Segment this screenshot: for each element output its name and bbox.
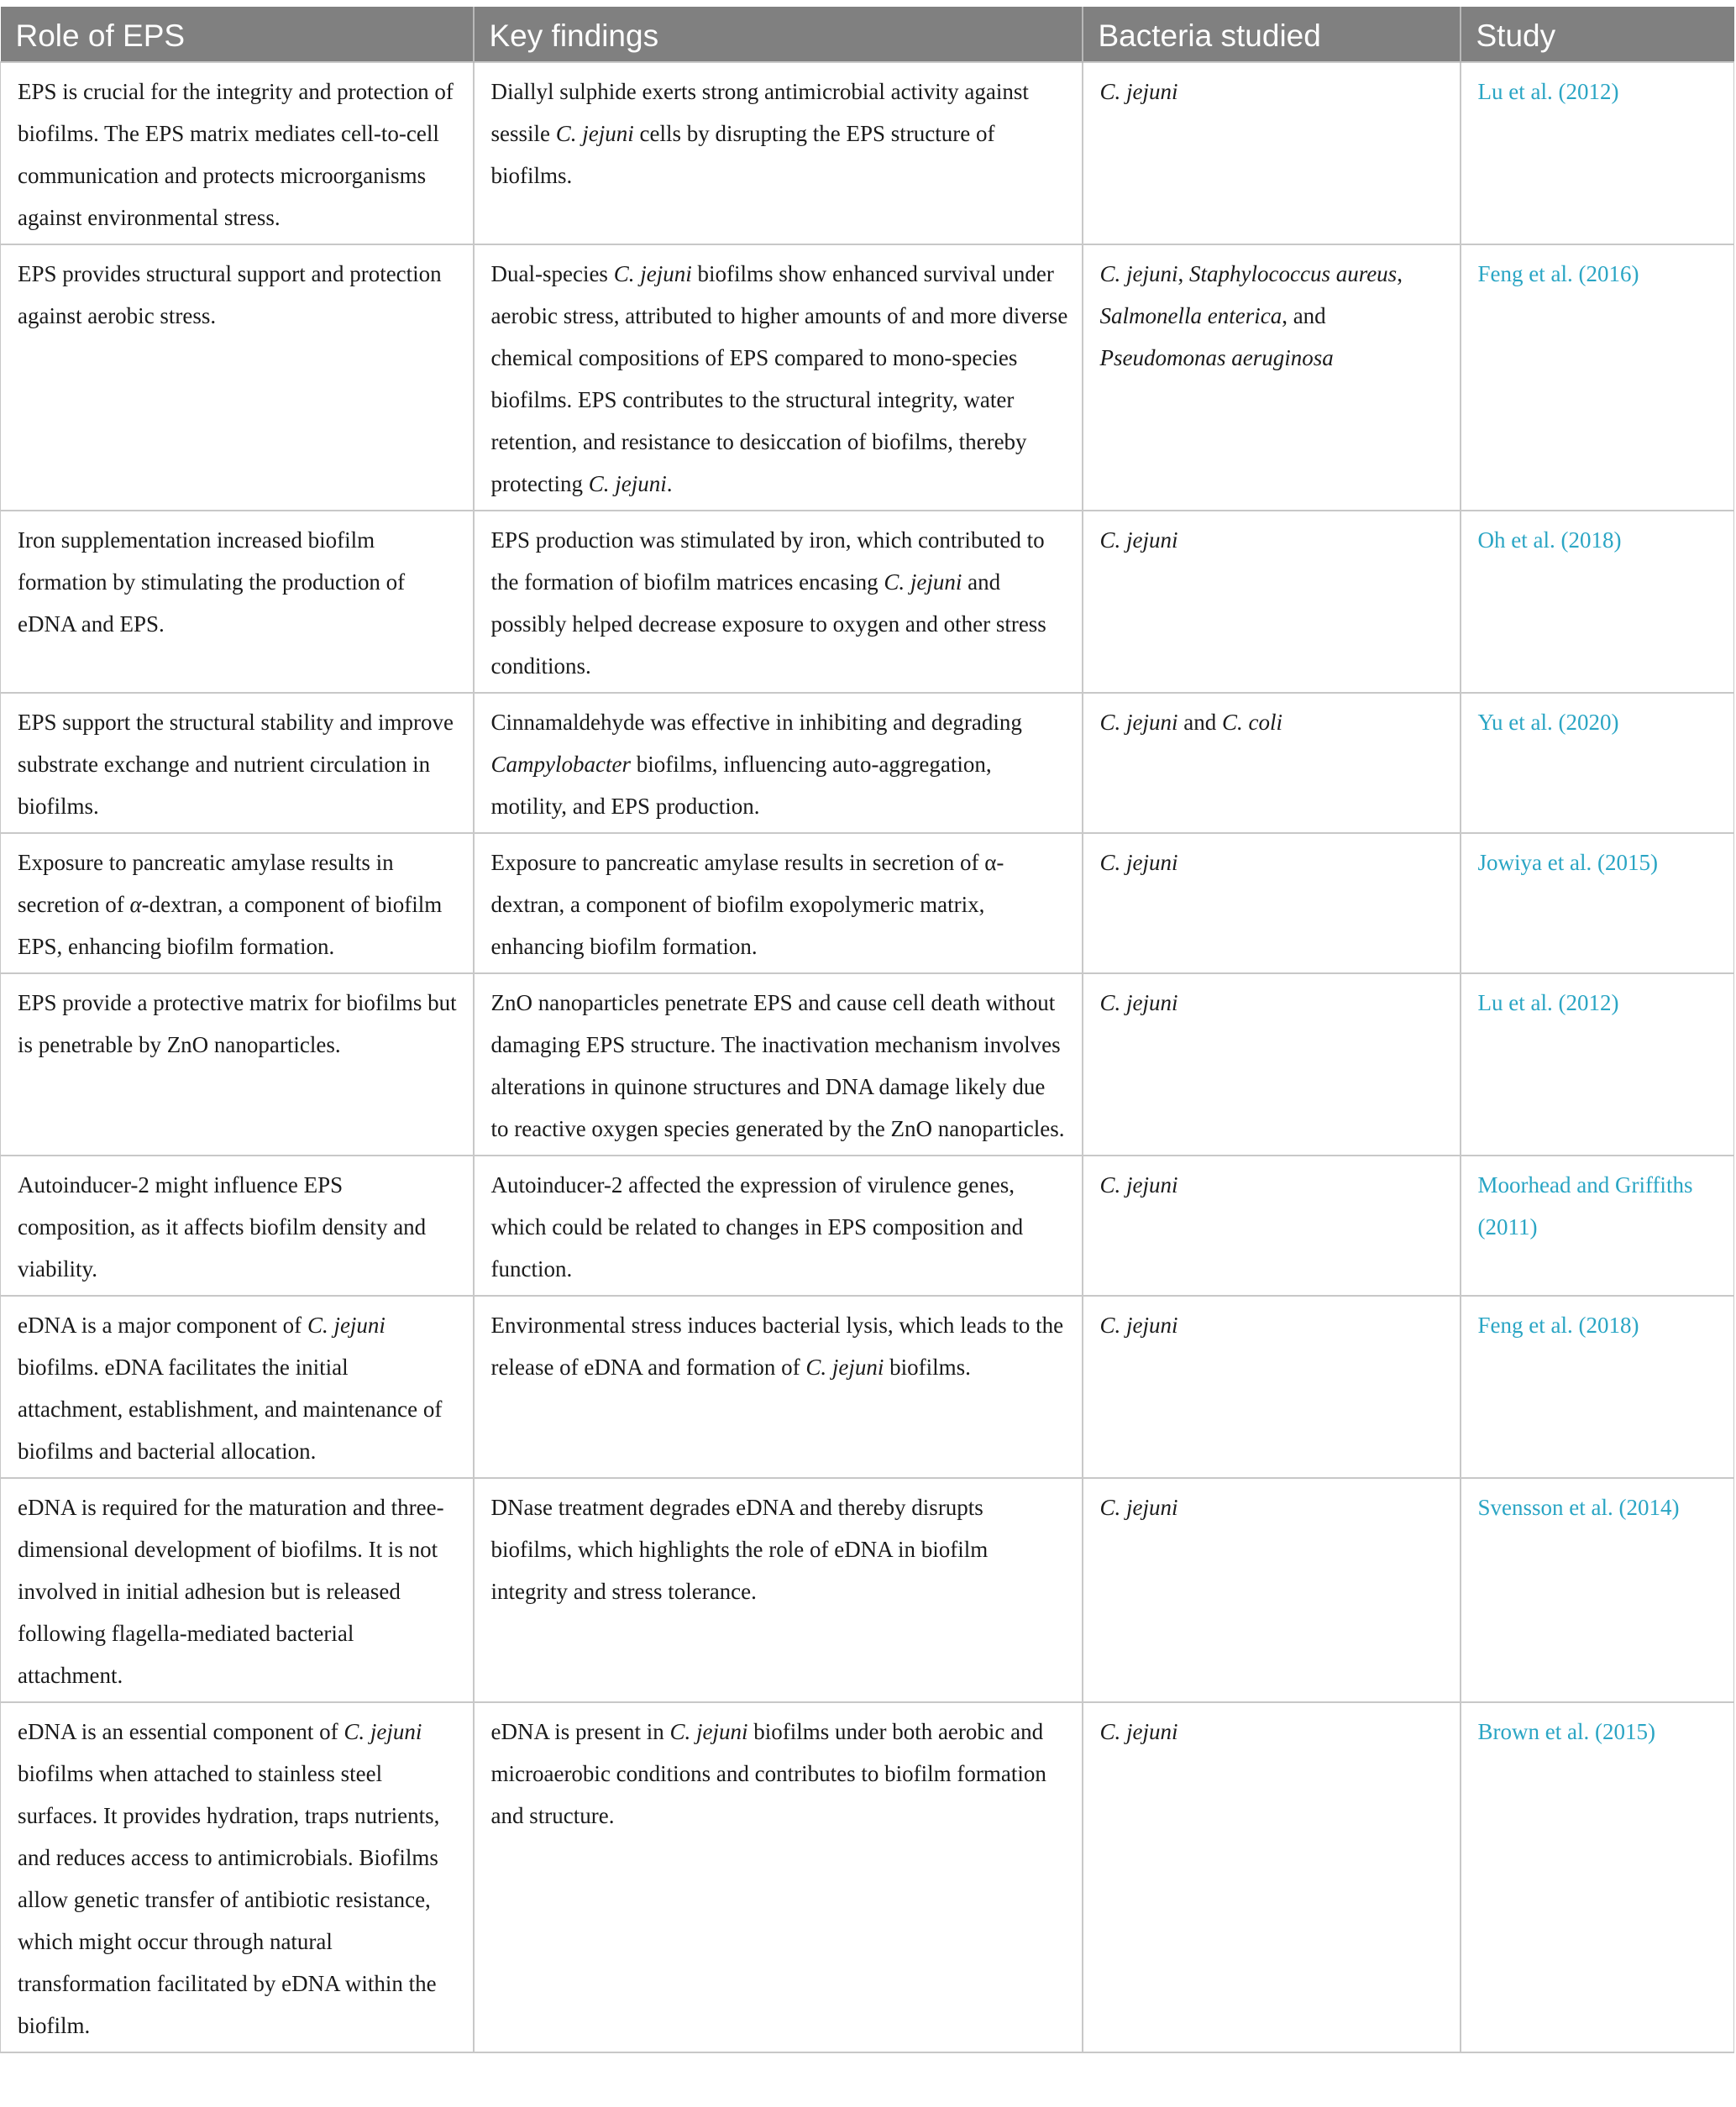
cell-study [1461,973,1734,1156]
header-bacteria-studied: Bacteria studied [1083,7,1461,62]
header-key-findings: Key findings [474,7,1083,62]
cell-key-findings: Autoinducer-2 affected the expression of virulence genes, which could be related to changes in EPS composition and function. [474,1156,1083,1296]
italic-term: C. jejuni [1099,1313,1178,1338]
italic-term: C. jejuni [1099,1495,1178,1520]
italic-term: Staphylococcus aureus [1189,261,1398,286]
header-study: Study [1461,7,1734,62]
cell-bacteria-studied [1083,1702,1461,2052]
header-role: Role of EPS [15,18,186,53]
header-row [1,7,1734,62]
italic-term: C. jejuni [1099,1719,1178,1744]
italic-term: Pseudomonas aeruginosa [1099,345,1334,370]
italic-term: C. jejuni [613,261,692,286]
cell-key-findings: ZnO nanoparticles penetrate EPS and cause cell death without damaging EPS structure. The inactivation mechanism involves alterations in quinone structures and DNA damage likely due to reactive oxygen species generated by the ZnO nanoparticles. [474,973,1083,1156]
table-row [1,833,1734,973]
cell-key-findings: Cinnamaldehyde was effective in inhibiting and degrading Campylobacter biofilms, influencing auto-aggregation, motility, and EPS production. [474,693,1083,833]
table-row [1,244,1734,511]
eps-table [0,7,1734,2053]
cell-key-findings: Diallyl sulphide exerts strong antimicrobial activity against sessile C. jejuni cells by disrupting the EPS structure of biofilms. [474,62,1083,244]
italic-term: C. jejuni [1099,1172,1178,1198]
cell-bacteria-studied [1083,1478,1461,1702]
cell-role: eDNA is required for the maturation and three-dimensional development of biofilms. It is not involved in initial adhesion but is released following flagella-mediated bacterial attachment. [1,1478,474,1702]
italic-term: C. jejuni [1099,710,1178,735]
table-header [1,7,1734,62]
italic-term: C. jejuni [344,1719,422,1744]
cell-bacteria-studied [1083,833,1461,973]
italic-term: Salmonella enterica [1099,303,1282,328]
cell-study [1461,1478,1734,1702]
cell-study [1461,1296,1734,1478]
italic-term: Campylobacter [490,752,631,777]
table-row [1,1156,1734,1296]
table-row [1,1478,1734,1702]
italic-term: C. jejuni [1099,261,1178,286]
study-citation-link[interactable]: Moorhead and Griffiths (2011) [1477,1172,1693,1240]
italic-term: C. jejuni [588,471,667,496]
study-citation-link[interactable]: Feng et al. (2018) [1477,1313,1639,1338]
study-citation-link[interactable]: Jowiya et al. (2015) [1477,850,1658,875]
cell-role: EPS provides structural support and protection against aerobic stress. [1,244,474,511]
italic-term: C. coli [1221,710,1282,735]
study-citation-link[interactable]: Oh et al. (2018) [1477,527,1622,553]
cell-role: eDNA is an essential component of C. jejuni biofilms when attached to stainless steel surfaces. It provides hydration, traps nutrients, and reduces access to antimicrobials. Biofilms allow genetic transfer of antibiotic resistance, which might occur through natural transformation facilitated by eDNA within the biofilm. [1,1702,474,2052]
cell-key-findings: DNase treatment degrades eDNA and thereby disrupts biofilms, which highlights the role of eDNA in biofilm integrity and stress tolerance. [474,1478,1083,1702]
cell-study [1461,1156,1734,1296]
cell-study [1461,693,1734,833]
cell-key-findings: EPS production was stimulated by iron, which contributed to the formation of biofilm matrices encasing C. jejuni and possibly helped decrease exposure to oxygen and other stress conditions. [474,511,1083,693]
italic-term: C. jejuni [1099,850,1178,875]
cell-bacteria-studied: C. jejuni, Staphylococcus aureus, Salmonella enterica, and Pseudomonas aeruginosa [1083,244,1461,511]
study-citation-link[interactable]: Svensson et al. (2014) [1477,1495,1680,1520]
cell-role: eDNA is a major component of C. jejuni biofilms. eDNA facilitates the initial attachment, establishment, and maintenance of biofilms and bacterial allocation. [1,1296,474,1478]
table-body [1,62,1734,2052]
study-citation-link[interactable]: Lu et al. (2012) [1477,990,1619,1015]
study-citation-link[interactable]: Yu et al. (2020) [1477,710,1619,735]
cell-study [1461,511,1734,693]
study-citation-link[interactable]: Lu et al. (2012) [1477,79,1619,104]
italic-term: C. jejuni [669,1719,748,1744]
italic-term: C. jejuni [805,1355,884,1380]
cell-bacteria-studied [1083,1296,1461,1478]
study-citation-link[interactable]: Brown et al. (2015) [1477,1719,1655,1744]
table-row [1,62,1734,244]
cell-role: Exposure to pancreatic amylase results in secretion of α-dextran, a component of biofilm EPS, enhancing biofilm formation. [1,833,474,973]
italic-term: C. jejuni [1099,990,1178,1015]
italic-term: α [129,892,142,917]
table-row [1,1296,1734,1478]
cell-role: Iron supplementation increased biofilm formation by stimulating the production of eDNA and EPS. [1,511,474,693]
cell-bacteria-studied [1083,1156,1461,1296]
cell-role: EPS provide a protective matrix for biofilms but is penetrable by ZnO nanoparticles. [1,973,474,1156]
cell-role: EPS support the structural stability and improve substrate exchange and nutrient circulation in biofilms. [1,693,474,833]
cell-key-findings: eDNA is present in C. jejuni biofilms under both aerobic and microaerobic conditions and contributes to biofilm formation and structure. [474,1702,1083,2052]
cell-bacteria-studied: C. jejuni and C. coli [1083,693,1461,833]
cell-study [1461,244,1734,511]
cell-study [1461,1702,1734,2052]
italic-term: C. jejuni [307,1313,385,1338]
table-row [1,973,1734,1156]
cell-key-findings: Dual-species C. jejuni biofilms show enhanced survival under aerobic stress, attributed to higher amounts of and more diverse chemical compositions of EPS compared to mono-species biofilms. EPS contributes to the structural integrity, water retention, and resistance to desiccation of biofilms, thereby protecting C. jejuni. [474,244,1083,511]
cell-study [1461,62,1734,244]
italic-term: C. jejuni [1099,79,1178,104]
study-citation-link[interactable]: Feng et al. (2016) [1477,261,1639,286]
cell-study [1461,833,1734,973]
cell-role: Autoinducer-2 might influence EPS composition, as it affects biofilm density and viability. [1,1156,474,1296]
cell-bacteria-studied [1083,62,1461,244]
italic-term: C. jejuni [555,121,634,146]
cell-bacteria-studied [1083,973,1461,1156]
italic-term: C. jejuni [1099,527,1178,553]
cell-role: EPS is crucial for the integrity and protection of biofilms. The EPS matrix mediates cell-to-cell communication and protects microorganisms against environmental stress. [1,62,474,244]
table-row [1,693,1734,833]
table-row [1,1702,1734,2052]
cell-key-findings: Exposure to pancreatic amylase results in secretion of α-dextran, a component of biofilm exopolymeric matrix, enhancing biofilm formation. [474,833,1083,973]
table-row [1,511,1734,693]
cell-key-findings: Environmental stress induces bacterial lysis, which leads to the release of eDNA and formation of C. jejuni biofilms. [474,1296,1083,1478]
italic-term: C. jejuni [884,569,962,595]
cell-bacteria-studied [1083,511,1461,693]
